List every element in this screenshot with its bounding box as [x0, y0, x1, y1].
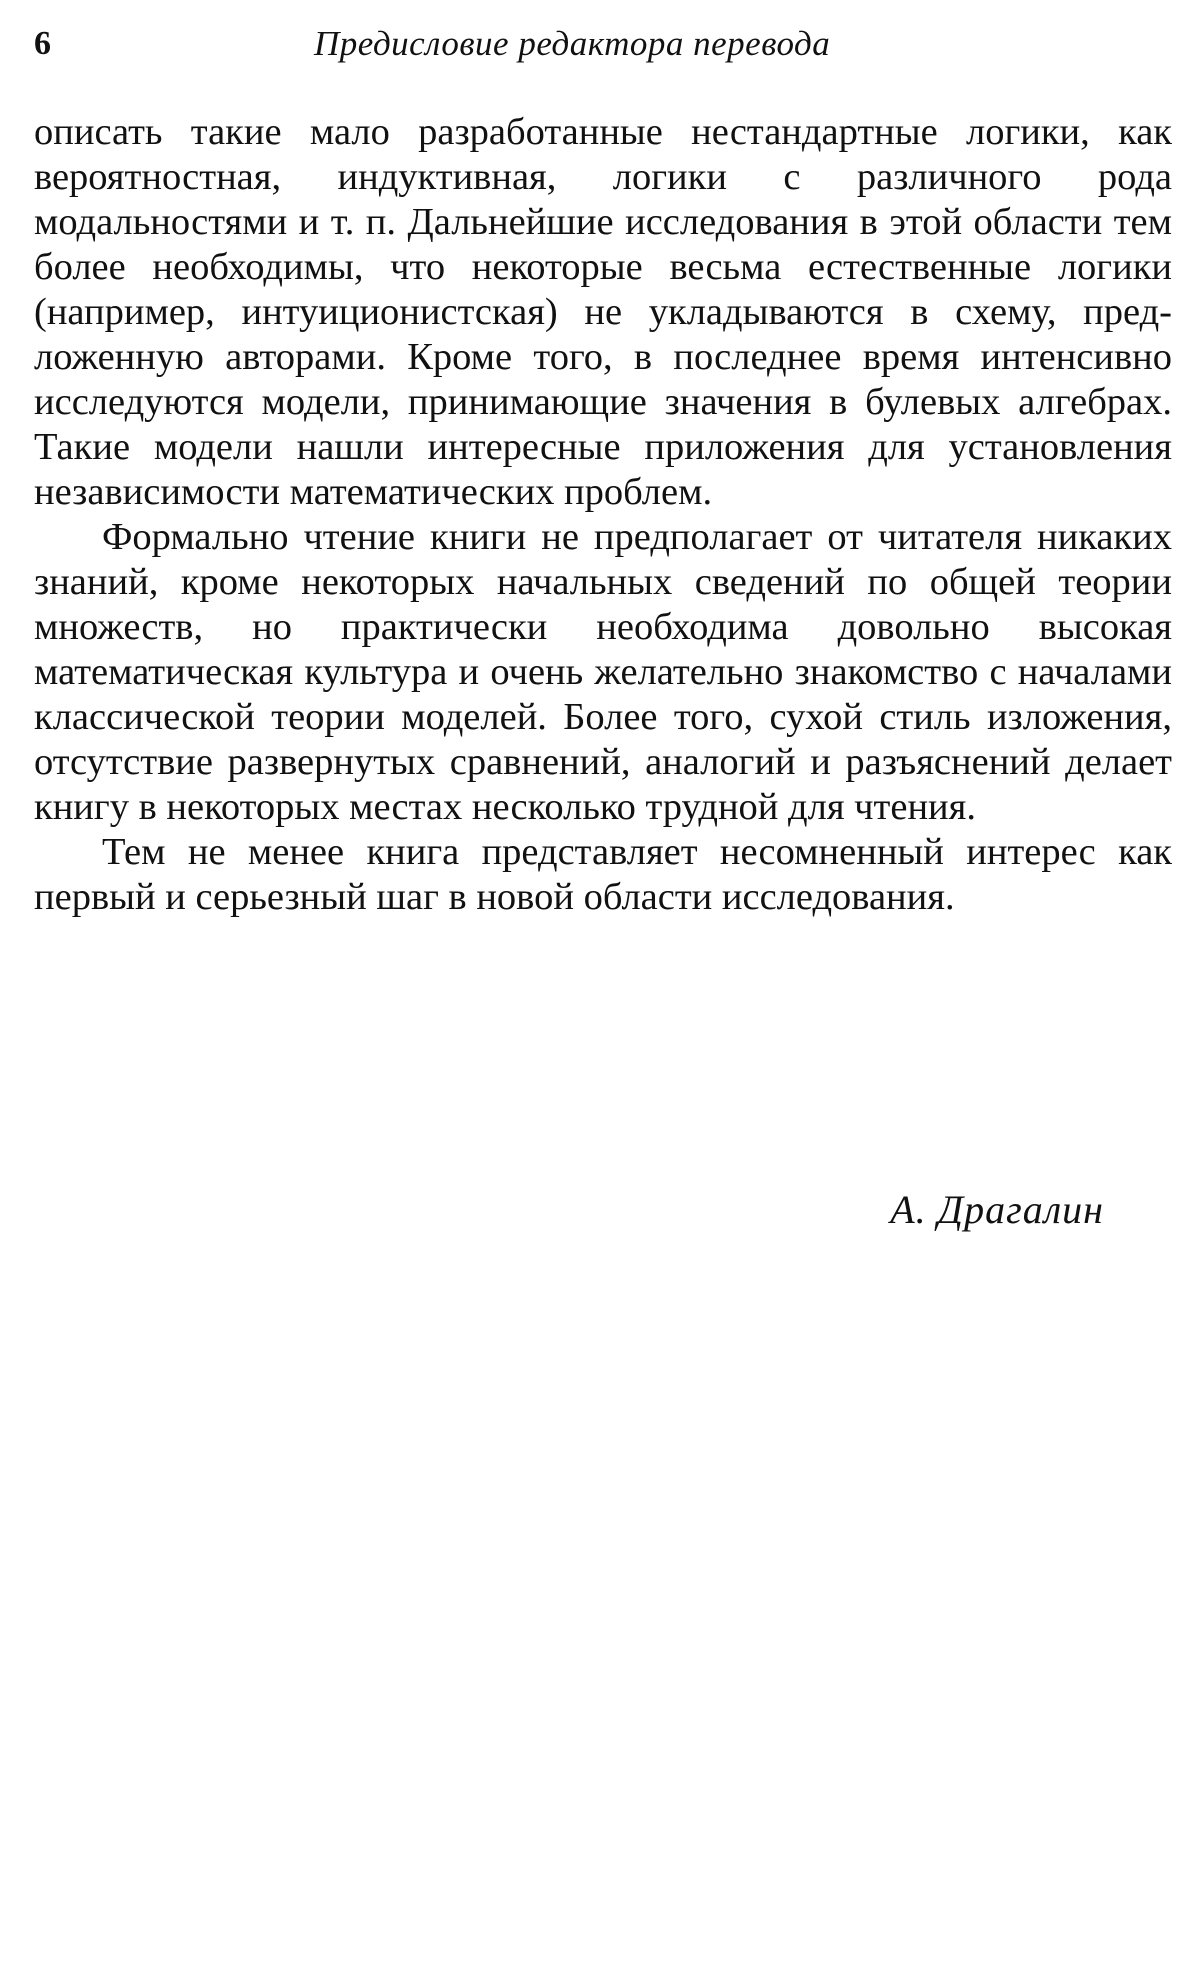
body-text	[34, 110, 1172, 920]
author-signature: А. Драгалин	[890, 1187, 1104, 1232]
running-head	[34, 20, 1174, 70]
paragraph-3: Тем не менее книга представляет несомненный интерес как первый и серьезный шаг в новой области исследования.	[34, 831, 1172, 918]
paragraph-2: Формально чтение книги не предполагает от читателя никаких знаний, кроме некоторых начальных сведений по общей теории множеств, но практически необходима довольно высокая математическая культура и очень желательно знакомство с началами классической теории моделей. Более того, сухой стиль изложения, отсутствие развернутых сравнений, аналогий и разъяснений делает книгу в некоторых местах несколько трудной для чтения.	[34, 516, 1172, 828]
paragraph-1: описать такие мало разработанные нестандартные логики, как вероятностная, индуктивная, логики с различного рода модальностями и т. п. Дальнейшие исследования в этой области тем более необходимы, что некоторые весьма естественные логики (например, интуиционистская) не укладываются в схему, предложенную авторами. Кроме того, в последнее время интенсивно исследуются модели, принимающие значения в булевых алгебрах. Такие модели нашли интересные приложения для установления независимости математических проблем.	[34, 111, 1172, 513]
page-number: 6	[34, 25, 51, 62]
running-title: Предисловие редактора перевода	[314, 24, 831, 63]
